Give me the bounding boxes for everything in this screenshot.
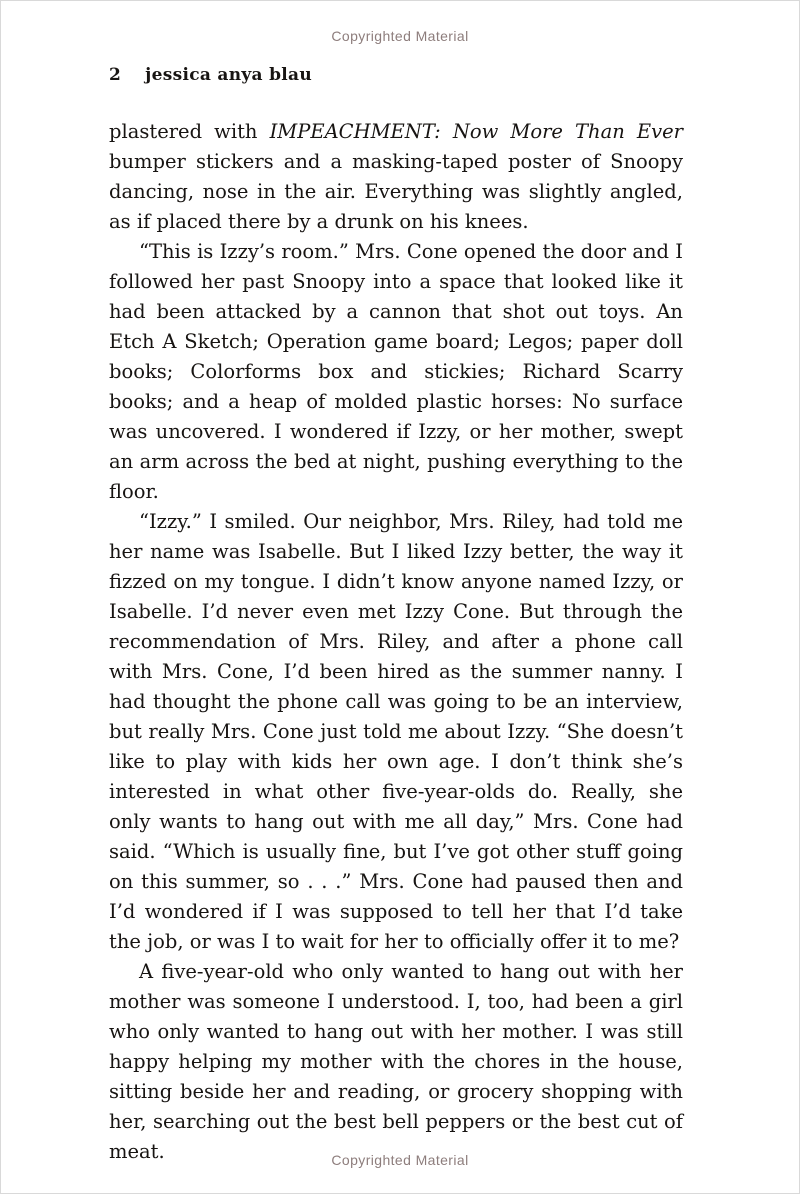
body-text (109, 117, 683, 1167)
author-name: jessica anya blau (145, 65, 312, 85)
paragraph-segment: bumper stickers and a masking-taped poster of Snoopy dancing, nose in the air. Everything was slightly angled, as if placed there by a drunk on his knees. (109, 150, 683, 233)
copyright-notice-bottom: Copyrighted Material (331, 1152, 469, 1168)
paragraph: “This is Izzy’s room.” Mrs. Cone opened the door and I followed her past Snoopy into a space that looked like it had been attacked by a cannon that shot out toys. An Etch A Sketch; Operation game board; Legos; paper doll books; Colorforms box and stickies; Richard Scarry books; and a heap of molded plastic horses: No surface was uncovered. I wondered if Izzy, or her mother, swept an arm across the bed at night, pushing everything to the floor. (109, 240, 683, 503)
copyright-notice-top: Copyrighted Material (331, 28, 469, 44)
paragraph-continuation (109, 117, 683, 237)
running-header (109, 65, 312, 85)
page-number: 2 (109, 65, 122, 85)
paragraph: “Izzy.” I smiled. Our neighbor, Mrs. Riley, had told me her name was Isabelle. But I liked Izzy better, the way it fizzed on my tongue. I didn’t know anyone named Izzy, or Isabelle. I’d never even met Izzy Cone. But through the recommendation of Mrs. Riley, and after a phone call with Mrs. Cone, I’d been hired as the summer nanny. I had thought the phone call was going to be an interview, but really Mrs. Cone just told me about Izzy. “She doesn’t like to play with kids her own age. I don’t think she’s interested in what other five-year-olds do. Really, she only wants to hang out with me all day,” Mrs. Cone had said. “Which is usually fine, but I’ve got other stuff going on this summer, so . . .” Mrs. Cone had paused then and I’d wondered if I was supposed to tell her that I’d take the job, or was I to wait for her to officially offer it to me? (109, 510, 683, 953)
paragraph-segment-italic: IMPEACHMENT: Now More Than Ever (269, 120, 683, 143)
paragraph-segment: plastered with (109, 120, 270, 143)
paragraph: A five-year-old who only wanted to hang out with her mother was someone I understood. I, too, had been a girl who only wanted to hang out with her mother. I was still happy helping my mother with the chores in the house, sitting beside her and reading, or grocery shopping with her, searching out the best bell peppers or the best cut of meat. (109, 960, 683, 1163)
